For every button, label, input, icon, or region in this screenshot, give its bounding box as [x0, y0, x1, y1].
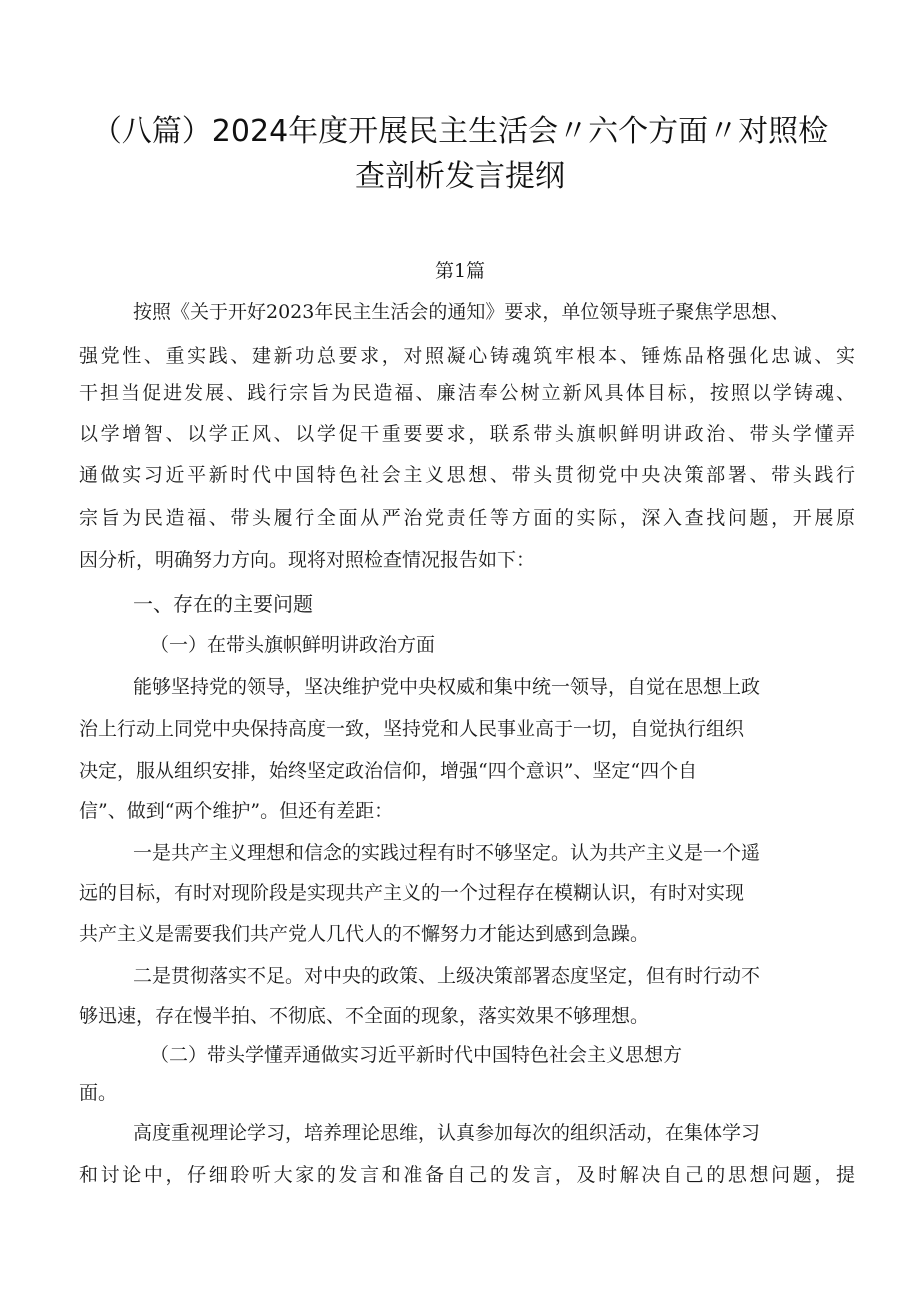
intro-line: 以学增智、以学正风、以学促干重要要求，联系带头旗帜鲜明讲政治、带头学懂弄: [79, 423, 855, 445]
intro-line: 通做实习近平新时代中国特色社会主义思想、带头贯彻党中央决策部署、带头践行: [79, 464, 855, 486]
intro-line: 按照《关于开好2023年民主生活会的通知》要求，单位领导班子聚焦学思想、: [133, 301, 790, 323]
body-line: 高度重视理论学习，培养理论思维，认真参加每次的组织活动，在集体学习: [133, 1122, 761, 1144]
intro-line: 强党性、重实践、建新功总要求，对照凝心铸魂筑牢根本、锤炼品格强化忠诚、实: [79, 345, 855, 367]
intro-line: 宗旨为民造福、带头履行全面从严治党责任等方面的实际，深入查找问题，开展原: [79, 507, 855, 529]
body-line: 治上行动上同党中央保持高度一致，坚持党和人民事业高于一切，自觉执行组织: [79, 718, 745, 740]
body-line: 二是贯彻落实不足。对中央的政策、上级决策部署态度坚定，但有时行动不: [133, 965, 761, 987]
document-title-line-2: 查剖析发言提纲: [355, 159, 565, 194]
body-line: 决定，服从组织安排，始终坚定政治信仰，增强“四个意识”、坚定“四个自: [79, 760, 698, 782]
body-line: 信”、做到“两个维护”。但还有差距：: [79, 800, 394, 822]
subsection-heading: （二）带头学懂弄通做实习近平新时代中国特色社会主义思想方: [150, 1044, 683, 1066]
body-line: 和讨论中，仔细聆听大家的发言和准备自己的发言，及时解决自己的思想问题，提: [79, 1164, 855, 1186]
body-line: 一是共产主义理想和信念的实践过程有时不够坚定。认为共产主义是一个遥: [133, 842, 761, 864]
body-line: 能够坚持党的领导，坚决维护党中央权威和集中统一领导，自觉在思想上政: [133, 676, 761, 698]
section-heading: 一、存在的主要问题: [133, 592, 313, 616]
intro-line: 干担当促进发展、践行宗旨为民造福、廉洁奉公树立新风具体目标，按照以学铸魂、: [79, 382, 855, 404]
section-label: 第1篇: [434, 260, 486, 282]
body-line: 共产主义是需要我们共产党人几代人的不懈努力才能达到感到急躁。: [79, 923, 650, 945]
subsection-heading: （一）在带头旗帜鲜明讲政治方面: [150, 634, 436, 656]
intro-line: 因分析，明确努力方向。现将对照检查情况报告如下：: [79, 549, 536, 571]
subsection-heading-continued: 面。: [79, 1082, 118, 1104]
body-line: 远的目标，有时对现阶段是实现共产主义的一个过程存在模糊认识，有时对实现: [79, 882, 745, 904]
body-line: 够迅速，存在慢半拍、不彻底、不全面的现象，落实效果不够理想。: [79, 1005, 650, 1027]
document-title-line-1: （八篇）2024年度开展民主生活会〃六个方面〃对照检: [91, 114, 829, 149]
